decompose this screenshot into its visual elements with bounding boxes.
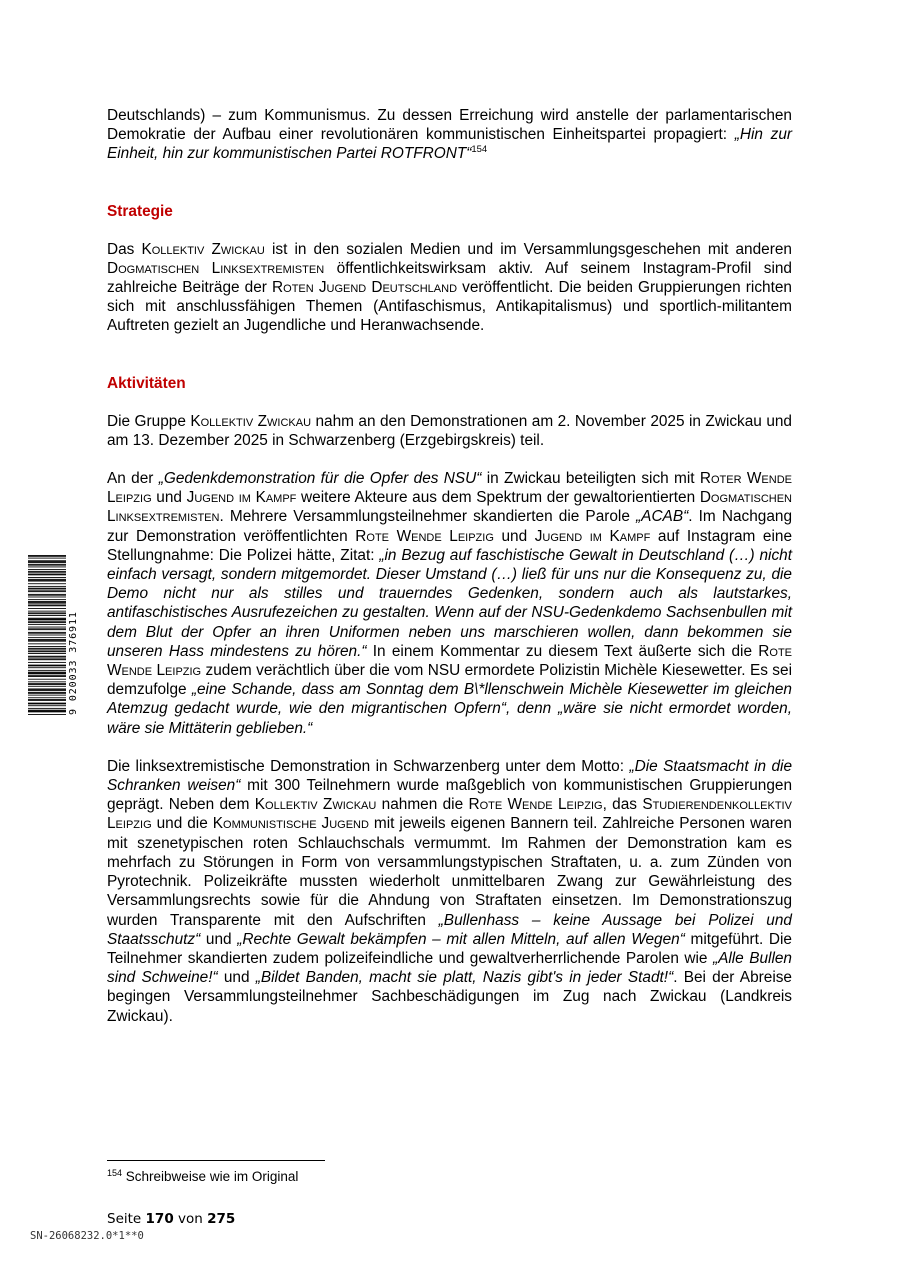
barcode-bar bbox=[28, 711, 66, 712]
barcode-bar bbox=[28, 679, 66, 680]
aktivitaeten-paragraph-3: Die linksextremistische Demonstration in Schwarzenberg unter dem Motto: „Die Staatsmacht in die Schranken weisen“ mit 300 Teilnehmern wurde maßgeblich von kommunistischen Gruppierungen geprägt. Neben dem Kollektiv Zwickau nahmen die Rote Wende Leipzig, das Studierendenkollektiv Leipzig und die Kommunistische Jugend mit jeweils eigenen Bannern teil. Zahlreiche Personen waren mit szenetypischen roten Schlauchschals vermummt. Im Rahmen der Demonstration kam es mehrfach zu Störungen in Form von versammlungstypischen Straftaten, u. a. zum Zünden von Pyrotechnik. Polizeikräfte mussten wiederholt unmittelbaren Zwang zur Gewährleistung des Versammlungsrechts sowie für die Ahndung von Straftaten einsetzen. Im Demonstrationszug wurden Transparente mit den Aufschriften „Bullenhass – keine Aussage bei Polizei und Staatsschutz“ und „Rechte Gewalt bekämpfen – mit allen Mitteln, auf allen Wegen“ mitgeführt. Die Teilnehmer skandierten zudem polizeifeindliche und gewaltverherrlichende Parolen wie „Alle Bullen sind Schweine!“ und „Bildet Banden, macht sie platt, Nazis gibt's in jeder Stadt!“. Bei der Abreise begingen Versammlungsteilnehmer Sachbeschädigungen im Zug nach Zwickau (Landkreis Zwickau). bbox=[107, 757, 793, 1025]
barcode-bar bbox=[28, 619, 66, 620]
barcode-bar bbox=[28, 667, 66, 668]
document-id: SN-26068232.0*1**0 bbox=[30, 1230, 144, 1242]
barcode-bar bbox=[28, 562, 66, 563]
barcode-bar bbox=[28, 681, 66, 682]
barcode-bar bbox=[28, 673, 66, 674]
barcode-bar bbox=[28, 675, 66, 676]
barcode-bar bbox=[28, 620, 66, 621]
barcode-bar bbox=[28, 579, 66, 580]
barcode-bar bbox=[28, 658, 66, 659]
barcode-bar bbox=[28, 583, 66, 584]
barcode-bar bbox=[28, 558, 66, 559]
barcode-bar bbox=[28, 640, 66, 641]
barcode-bar bbox=[28, 699, 66, 700]
barcode-bar bbox=[28, 650, 66, 651]
intro-paragraph: Deutschlands) – zum Kommunismus. Zu dessen Erreichung wird anstelle der parlamentarischen Demokratie der Aufbau einer revolutionären kommunistischen Einheitspartei propagiert: „Hin zur Einheit, hin zur kommunistischen Partei ROTFRONT“$^{154}$ bbox=[107, 107, 793, 163]
barcode-bar bbox=[28, 670, 66, 671]
barcode-bar bbox=[28, 586, 66, 587]
barcode-bar bbox=[28, 651, 66, 652]
barcode-bar bbox=[28, 695, 66, 696]
barcode-bar bbox=[28, 602, 66, 603]
barcode-bar bbox=[28, 648, 66, 649]
barcode-bar bbox=[28, 708, 66, 709]
barcode-bar bbox=[28, 643, 66, 644]
barcode-bar bbox=[28, 564, 66, 565]
barcode-bar bbox=[28, 684, 66, 685]
barcode-bar bbox=[28, 672, 66, 673]
barcode-bar bbox=[28, 665, 66, 666]
barcode-bar bbox=[28, 613, 66, 614]
barcode-bar bbox=[28, 580, 66, 581]
barcode-bar bbox=[28, 646, 66, 647]
barcode-bar bbox=[28, 577, 66, 578]
barcode-bar bbox=[28, 555, 66, 556]
barcode-bar bbox=[28, 673, 66, 674]
barcode-bar bbox=[28, 595, 66, 596]
barcode-bar bbox=[28, 591, 66, 592]
barcode-bar bbox=[28, 689, 66, 690]
barcode bbox=[28, 555, 79, 715]
heading-aktivitaeten: Aktivitäten bbox=[107, 374, 186, 392]
barcode-bar bbox=[28, 601, 66, 602]
document-body bbox=[107, 106, 792, 1026]
barcode-bar bbox=[28, 581, 66, 582]
barcode-bar bbox=[28, 574, 66, 575]
barcode-bar bbox=[28, 572, 66, 573]
footnote: $^{154}$ Schreibweise wie im Original bbox=[107, 1168, 299, 1184]
barcode-bar bbox=[28, 597, 66, 598]
barcode-bar bbox=[28, 621, 66, 622]
barcode-bar bbox=[28, 571, 66, 572]
barcode-bar bbox=[28, 574, 66, 575]
barcode-bar bbox=[28, 676, 66, 677]
barcode-bar bbox=[28, 666, 66, 667]
barcode-bar bbox=[28, 629, 66, 630]
barcode-bar bbox=[28, 594, 66, 595]
barcode-bar bbox=[28, 693, 66, 694]
barcode-bar bbox=[28, 605, 66, 606]
strategie-paragraph: Das Kollektiv Zwickau ist in den sozialen Medien und im Versammlungsgeschehen mit anderen Dogmatischen Linksextremisten öffentlichkeitswirksam aktiv. Auf seinem Instagram-Profil sind zahlreiche Beiträge der Roten Jugend Deutschland veröffentlicht. Die beiden Gruppierungen richten sich mit anschlussfähigen Themen (Antifaschismus, Antikapitalismus) und sportlich-militantem Auftreten gezielt an Jugendliche und Heranwachsende. bbox=[107, 240, 792, 335]
barcode-bar bbox=[28, 639, 66, 640]
barcode-bar bbox=[28, 714, 66, 715]
barcode-bar bbox=[28, 649, 66, 650]
barcode-bar bbox=[28, 569, 66, 570]
barcode-bar bbox=[28, 703, 66, 704]
barcode-bar bbox=[28, 688, 66, 689]
barcode-bar bbox=[28, 615, 66, 616]
aktivitaeten-paragraph-1: Die Gruppe Kollektiv Zwickau nahm an den Demonstrationen am 2. November 2025 in Zwickau und am 13. Dezember 2025 in Schwarzenberg (Erzgebirgskreis) teil. bbox=[107, 412, 792, 449]
barcode-bar bbox=[28, 690, 66, 691]
barcode-bar bbox=[28, 633, 66, 634]
barcode-bar bbox=[28, 605, 66, 606]
footnote-reference[interactable]: 154 bbox=[471, 144, 488, 156]
barcode-bar bbox=[28, 566, 66, 567]
barcode-bar bbox=[28, 700, 66, 701]
barcode-bar bbox=[28, 603, 66, 604]
barcode-bar bbox=[28, 653, 66, 654]
heading-strategie: Strategie bbox=[107, 202, 173, 220]
barcode-bar bbox=[28, 612, 66, 613]
intro-quote: „Hin zur Einheit, hin zur kommunistischen Partei ROTFRONT“ bbox=[107, 126, 793, 163]
aktivitaeten-paragraph-2: An der „Gedenkdemonstration für die Opfer des NSU“ in Zwickau beteiligten sich mit Roter Wende Leipzig und Jugend im Kampf weitere Akteure aus dem Spektrum der gewaltorientierten Dogmatischen Linksextremisten. Mehrere Versammlungsteilnehmer skandierten die Parole „ACAB“. Im Nachgang zur Demonstration veröffentlichten Rote Wende Leipzig und Jugend im Kampf auf Instagram eine Stellungnahme: Die Polizei hätte, Zitat: „in Bezug auf faschistische Gewalt in Deutschland (…) nicht einfach versagt, sondern mitgemordet. Dieser Umstand (…) ließ für uns nur die Konsequenz zu, die Demo nicht nur als stilles und trauerndes Gedenken, sondern auch als lautstarkes, antifaschistisches Ausrufezeichen zu gestalten. Wenn auf der NSU-Gedenkdemo Sachsenbullen mit dem Blut der Opfer an ihren Uniformen neben uns marschieren wollen, dann bekommen sie unseren Hass mindestens zu hören.“ In einem Kommentar zu diesem Text äußerte sich die Rote Wende Leipzig zudem verächtlich über die vom NSU ermordete Polizistin Michèle Kiesewetter. Es sei demzufolge „eine Schande, dass am Sonntag dem B\*llenschwein Michèle Kiesewetter im gleichen Atemzug gedacht wurde, wie den migrantischen Opfern“, denn „wäre sie nicht ermordet worden, wäre sie Mittäterin geblieben.“ bbox=[107, 470, 793, 737]
barcode-bar bbox=[28, 692, 66, 693]
barcode-bar bbox=[28, 560, 66, 561]
barcode-bar bbox=[28, 632, 66, 633]
barcode-bar bbox=[28, 599, 66, 600]
barcode-bar bbox=[28, 704, 66, 705]
barcode-bar bbox=[28, 641, 66, 642]
barcode-bar bbox=[28, 627, 66, 628]
barcode-bar bbox=[28, 556, 66, 557]
barcode-bar bbox=[28, 588, 66, 589]
barcode-bars bbox=[28, 555, 66, 715]
barcode-bar bbox=[28, 618, 66, 619]
barcode-bar bbox=[28, 561, 66, 562]
barcode-digits: 9 020033 376911 bbox=[68, 611, 79, 715]
barcode-bar bbox=[28, 710, 66, 711]
barcode-bar bbox=[28, 611, 66, 612]
barcode-bar bbox=[28, 686, 66, 687]
page-number: Seite 170 von 275 bbox=[107, 1211, 236, 1227]
barcode-bar bbox=[28, 635, 66, 636]
barcode-bar bbox=[28, 656, 66, 657]
barcode-bar bbox=[28, 622, 66, 623]
barcode-bar bbox=[28, 565, 66, 566]
barcode-bar bbox=[28, 662, 66, 663]
barcode-bar bbox=[28, 711, 66, 712]
barcode-bar bbox=[28, 590, 66, 591]
barcode-bar bbox=[28, 608, 66, 609]
footnote-divider bbox=[107, 1160, 325, 1161]
barcode-bar bbox=[28, 628, 66, 629]
barcode-bar bbox=[28, 659, 66, 660]
barcode-bar bbox=[28, 637, 66, 638]
barcode-bar bbox=[28, 624, 66, 625]
barcode-bar bbox=[28, 589, 66, 590]
barcode-bar bbox=[28, 705, 66, 706]
barcode-bar bbox=[28, 683, 66, 684]
barcode-bar bbox=[28, 697, 66, 698]
barcode-bar bbox=[28, 657, 66, 658]
